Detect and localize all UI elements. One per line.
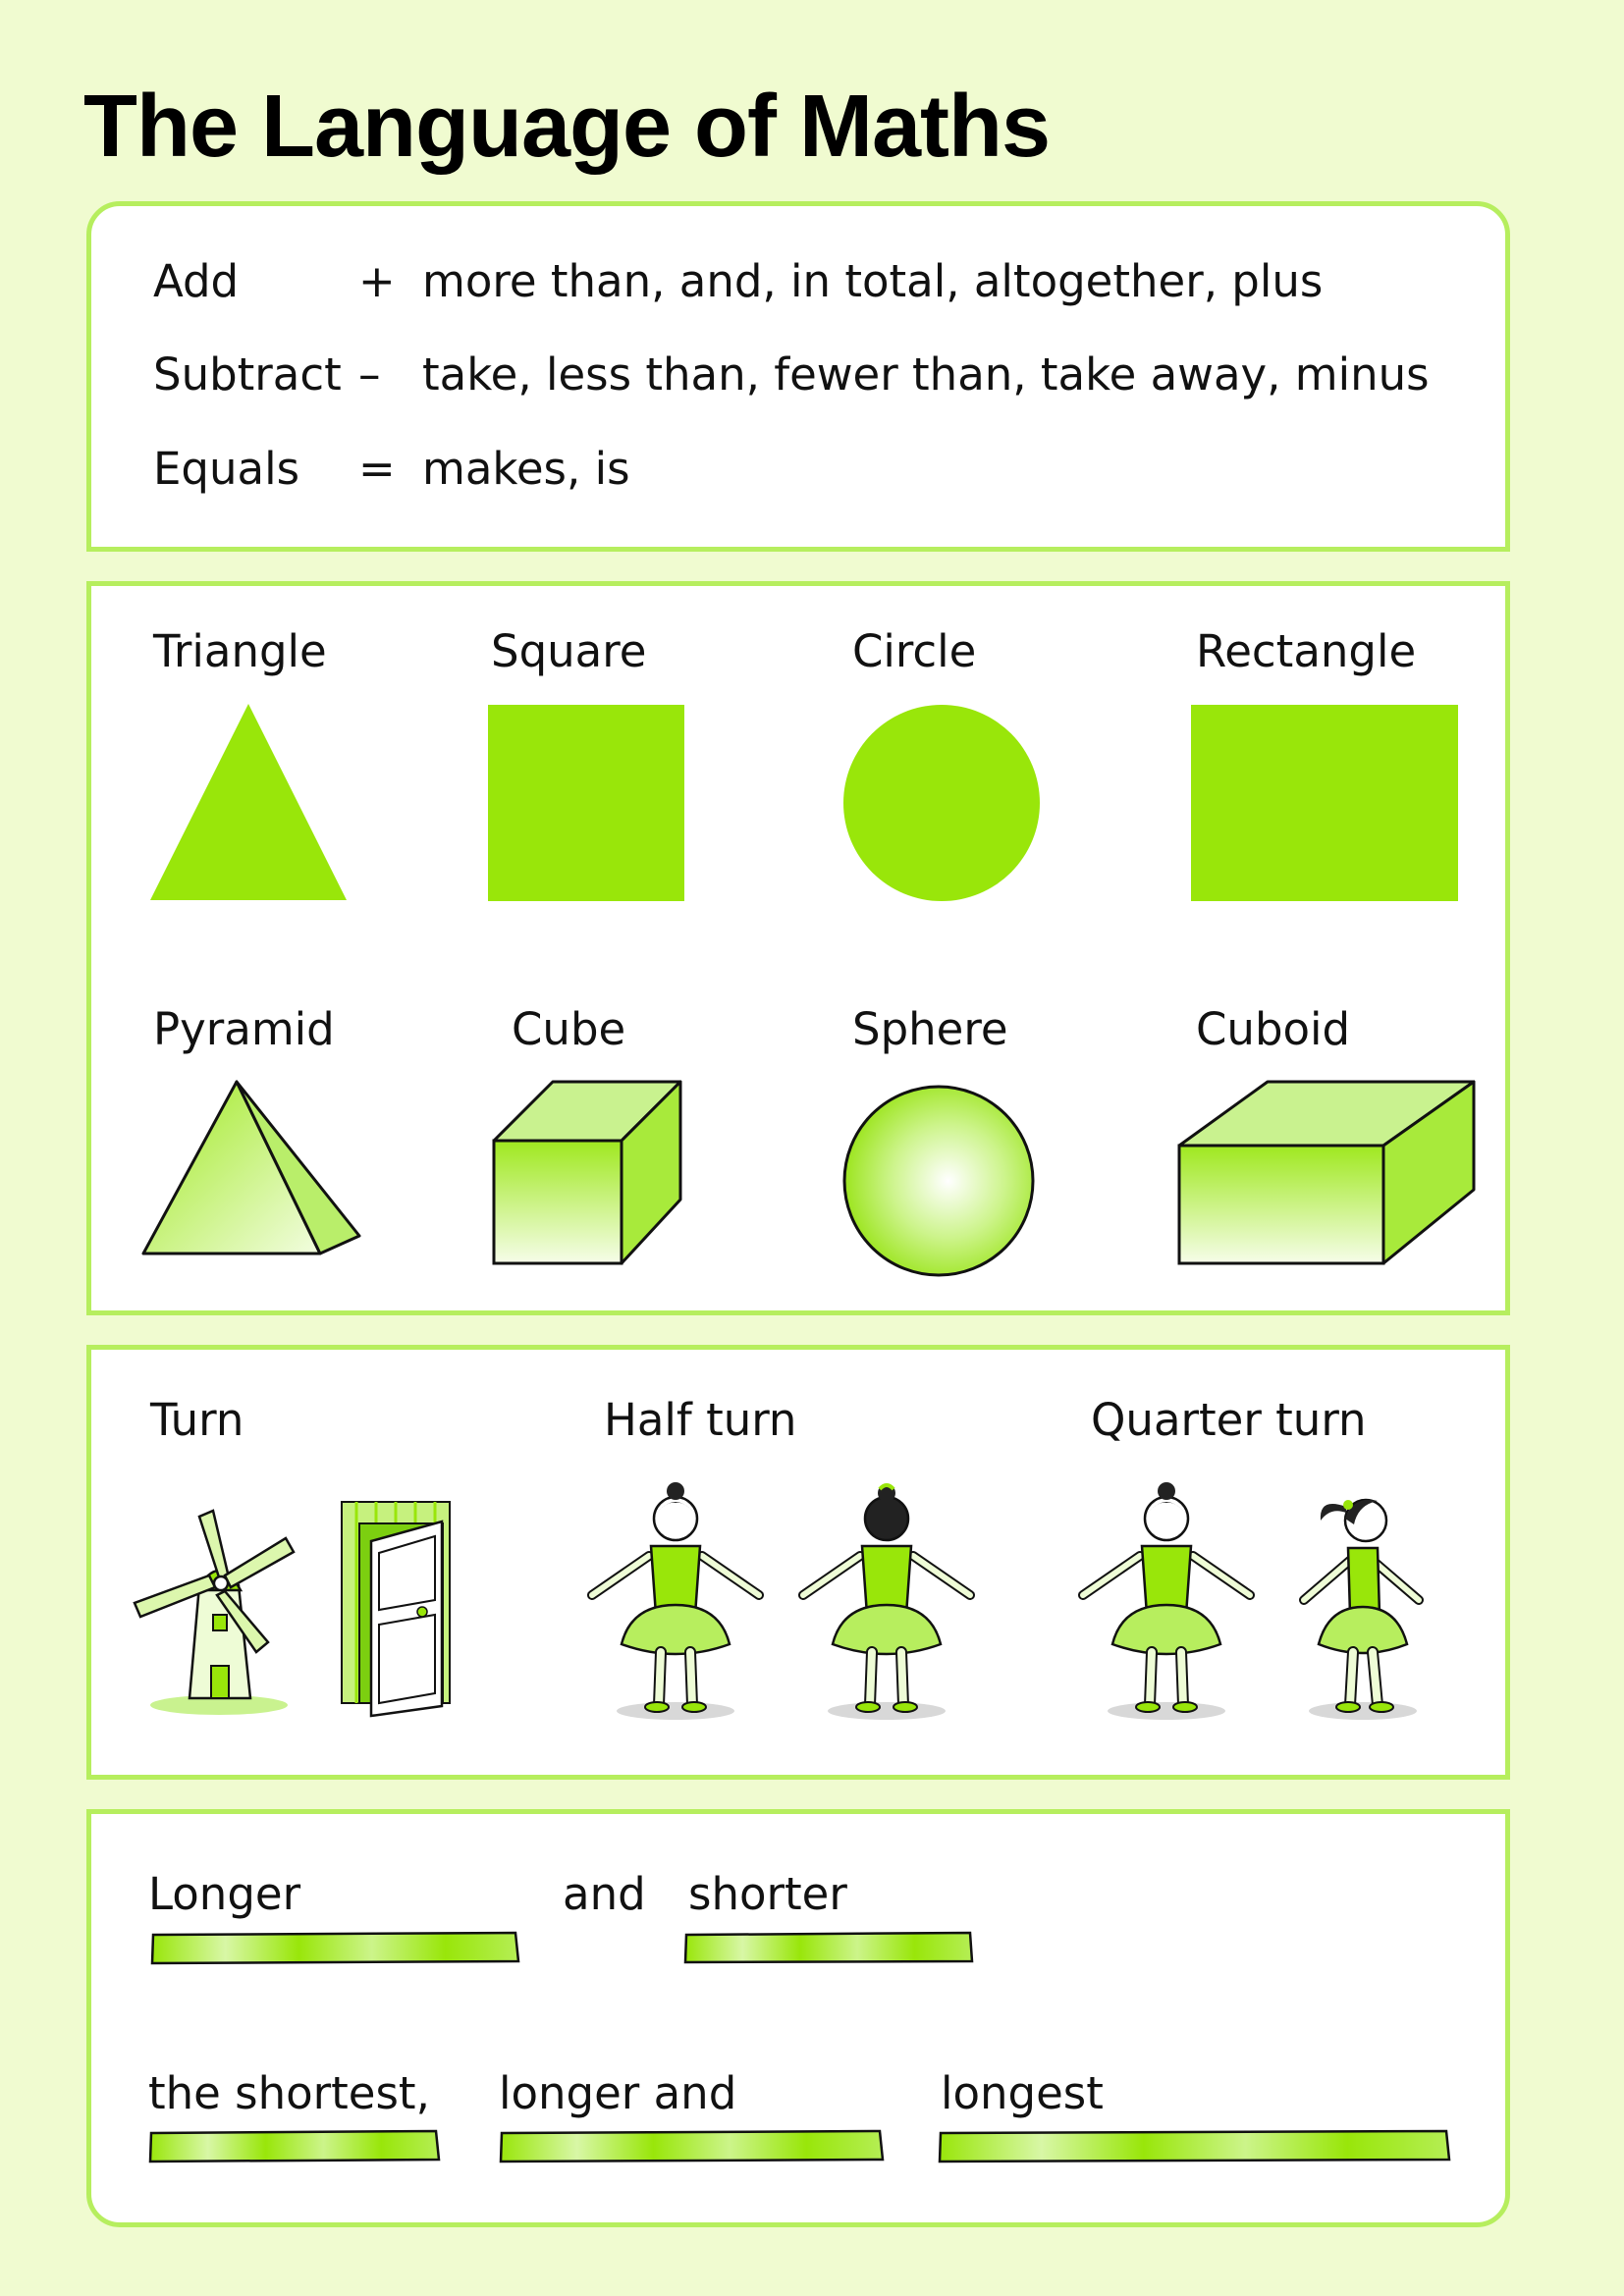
page-title: The Language of Maths (83, 78, 1051, 176)
circle-shape (842, 704, 1041, 902)
dancer-back-illustration (793, 1477, 980, 1723)
shortest-strip (148, 2128, 443, 2167)
middle-strip (499, 2128, 887, 2167)
shapes-panel (86, 581, 1510, 1315)
triangle-shape (150, 704, 347, 900)
square-shape (488, 705, 684, 901)
lengths-panel (86, 1809, 1510, 2227)
shape-label-pyramid: Pyramid (153, 1003, 335, 1055)
shape-label-circle: Circle (852, 625, 977, 677)
turns-panel (86, 1345, 1510, 1780)
longer-label: Longer (148, 1868, 301, 1920)
operation-meaning-equals: makes, is (422, 443, 630, 495)
operation-word-add: Add (153, 255, 240, 307)
operation-word-equals: Equals (153, 443, 300, 495)
longer-strip (150, 1930, 523, 1969)
shorter-strip (683, 1930, 978, 1969)
longest-strip (938, 2128, 1453, 2167)
windmill-illustration (131, 1497, 317, 1723)
shape-label-rectangle: Rectangle (1196, 625, 1417, 677)
rectangle-shape (1191, 705, 1458, 901)
shape-label-cube: Cube (512, 1003, 626, 1055)
dancer-side-illustration (1289, 1477, 1436, 1723)
door-illustration (342, 1502, 469, 1718)
dancer-quarter-front-illustration (1073, 1477, 1260, 1723)
operation-word-subtract: Subtract (153, 348, 342, 400)
operation-symbol-subtract: – (358, 348, 381, 400)
shape-label-cuboid: Cuboid (1196, 1003, 1351, 1055)
shape-label-triangle: Triangle (153, 625, 327, 677)
operation-meaning-subtract: take, less than, fewer than, take away, minus (422, 348, 1430, 400)
shorter-label: shorter (688, 1868, 847, 1920)
cuboid-shape (1179, 1082, 1479, 1268)
dancer-front-illustration (582, 1477, 769, 1723)
half-turn-label: Half turn (604, 1394, 797, 1446)
quarter-turn-label: Quarter turn (1091, 1394, 1367, 1446)
cube-shape (494, 1082, 685, 1268)
and-label: and (563, 1868, 646, 1920)
operation-meaning-add: more than, and, in total, altogether, plus (422, 255, 1324, 307)
pyramid-shape (143, 1082, 369, 1258)
longer-and-label: longer and (499, 2067, 737, 2119)
turn-label: Turn (150, 1394, 244, 1446)
sphere-shape (840, 1085, 1037, 1281)
operation-symbol-add: + (358, 255, 396, 307)
shape-label-square: Square (491, 625, 647, 677)
operation-symbol-equals: = (358, 443, 396, 495)
operations-panel (86, 201, 1510, 552)
shortest-label: the shortest, (148, 2067, 430, 2119)
longest-label: longest (941, 2067, 1104, 2119)
shape-label-sphere: Sphere (852, 1003, 1008, 1055)
